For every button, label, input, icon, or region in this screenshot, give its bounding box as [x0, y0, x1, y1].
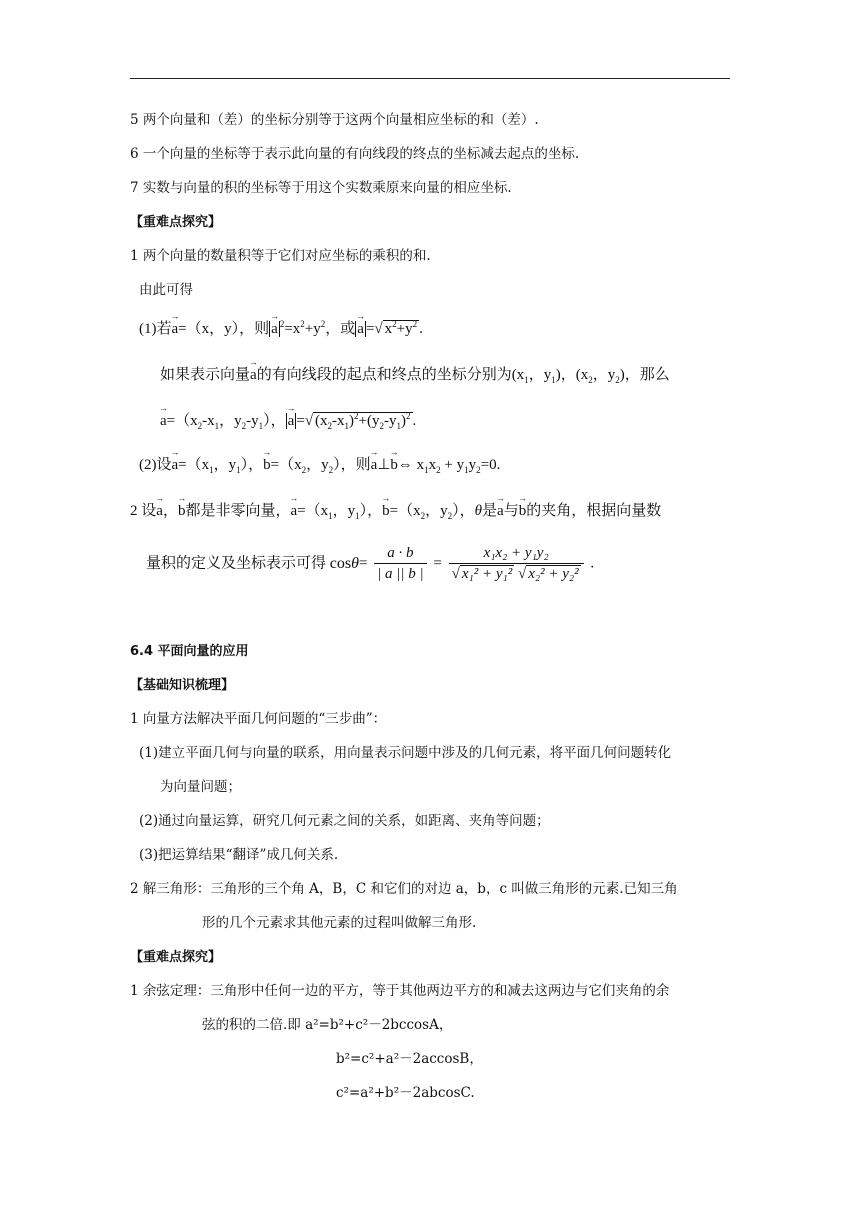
formula-perpendicular: (2)设→ $a=(x_1$，$y_1$），→ $b=(x_2$，$y_2$），则→ a⊥→ b⇔ $x_1x_2 + y_1y_2=0$. [139, 458, 500, 475]
heading-basic-knowledge: 【基础知识梳理】 [130, 678, 235, 693]
line-6: 6 一个向量的坐标等于表示此向量的有向线段的终点的坐标减去起点的坐标. [130, 146, 580, 162]
dot-product-rule: 1 两个向量的数量积等于它们对应坐标的乘积的和. [130, 248, 431, 264]
law-of-cosines-c: c²=a²+b²－2abcosC. [336, 1085, 475, 1101]
formula-segment-desc: 如果表示向量→ a的有向线段的起点和终点的坐标分别为($x_1$，$y_1$)，($x_2$，$y_2$)，那么 [160, 368, 670, 385]
line-7: 7 实数与向量的积的坐标等于用这个实数乘原来向量的相应坐标. [130, 180, 512, 196]
section-title: 6.4 平面向量的应用 [130, 644, 249, 659]
formula-magnitude: (1)若→ a=（x，y），则→ a $^2=x^2+y^2$，或→ a =√ $x^2+y^2$ . [139, 320, 423, 337]
step-1: (1)建立平面几何与向量的联系，用向量表示问题中涉及的几何元素，将平面几何问题转化 [139, 745, 672, 761]
formula-coordinates: → $a=(x_2-x_1$，$y_2-y_1$），→ a =√ $(x_2-x_1)^2+(y_2-y_1)^2$ . [160, 412, 416, 431]
heading-key-points-2: 【重难点探究】 [130, 950, 222, 965]
step-3: (3)把运算结果“翻译”成几何关系. [139, 847, 339, 863]
formula-cosine: 量积的定义及坐标表示可得 cosθ= $\frac{a \cdot b}{| a || b |}$ = $\frac{\text{x₁x₂ + y₁y₂}}{\text{√ x₁² + y₁² √ x₂² + y₂²}}$ . [146, 545, 595, 582]
header-rule [130, 78, 730, 79]
law-of-cosines-b: b²=c²+a²－2accosB， [336, 1051, 483, 1067]
hence: 由此可得 [139, 282, 193, 298]
solve-triangle: 2 解三角形：三角形的三个角 A，B，C 和它们的对边 a，b，c 叫做三角形的元素.已知三角 [130, 881, 678, 897]
line-5: 5 两个向量和（差）的坐标分别等于这两个向量相应坐标的和（差）. [130, 112, 539, 128]
step-1-cont: 为向量问题； [160, 779, 241, 795]
solve-triangle-cont: 形的几个元素求其他元素的过程叫做解三角形. [202, 915, 477, 931]
law-of-cosines: 1 余弦定理：三角形中任何一边的平方，等于其他两边平方的和减去这两边与它们夹角的余 [130, 983, 670, 999]
law-of-cosines-a: 弦的积的二倍.即 a²=b²+c²－2bccosA， [202, 1017, 453, 1033]
three-steps: 1 向量方法解决平面几何问题的“三步曲”： [130, 711, 387, 727]
heading-key-points-1: 【重难点探究】 [130, 215, 222, 230]
formula-angle-intro: 2 设→ a，→ b都是非零向量，→ $a=(x_1$，$y_1$），→ $b=(x_2$，$y_2$），θ是→ a与→ b的夹角，根据向量数 [130, 504, 661, 521]
step-2: (2)通过向量运算，研究几何元素之间的关系，如距离、夹角等问题； [139, 813, 550, 829]
